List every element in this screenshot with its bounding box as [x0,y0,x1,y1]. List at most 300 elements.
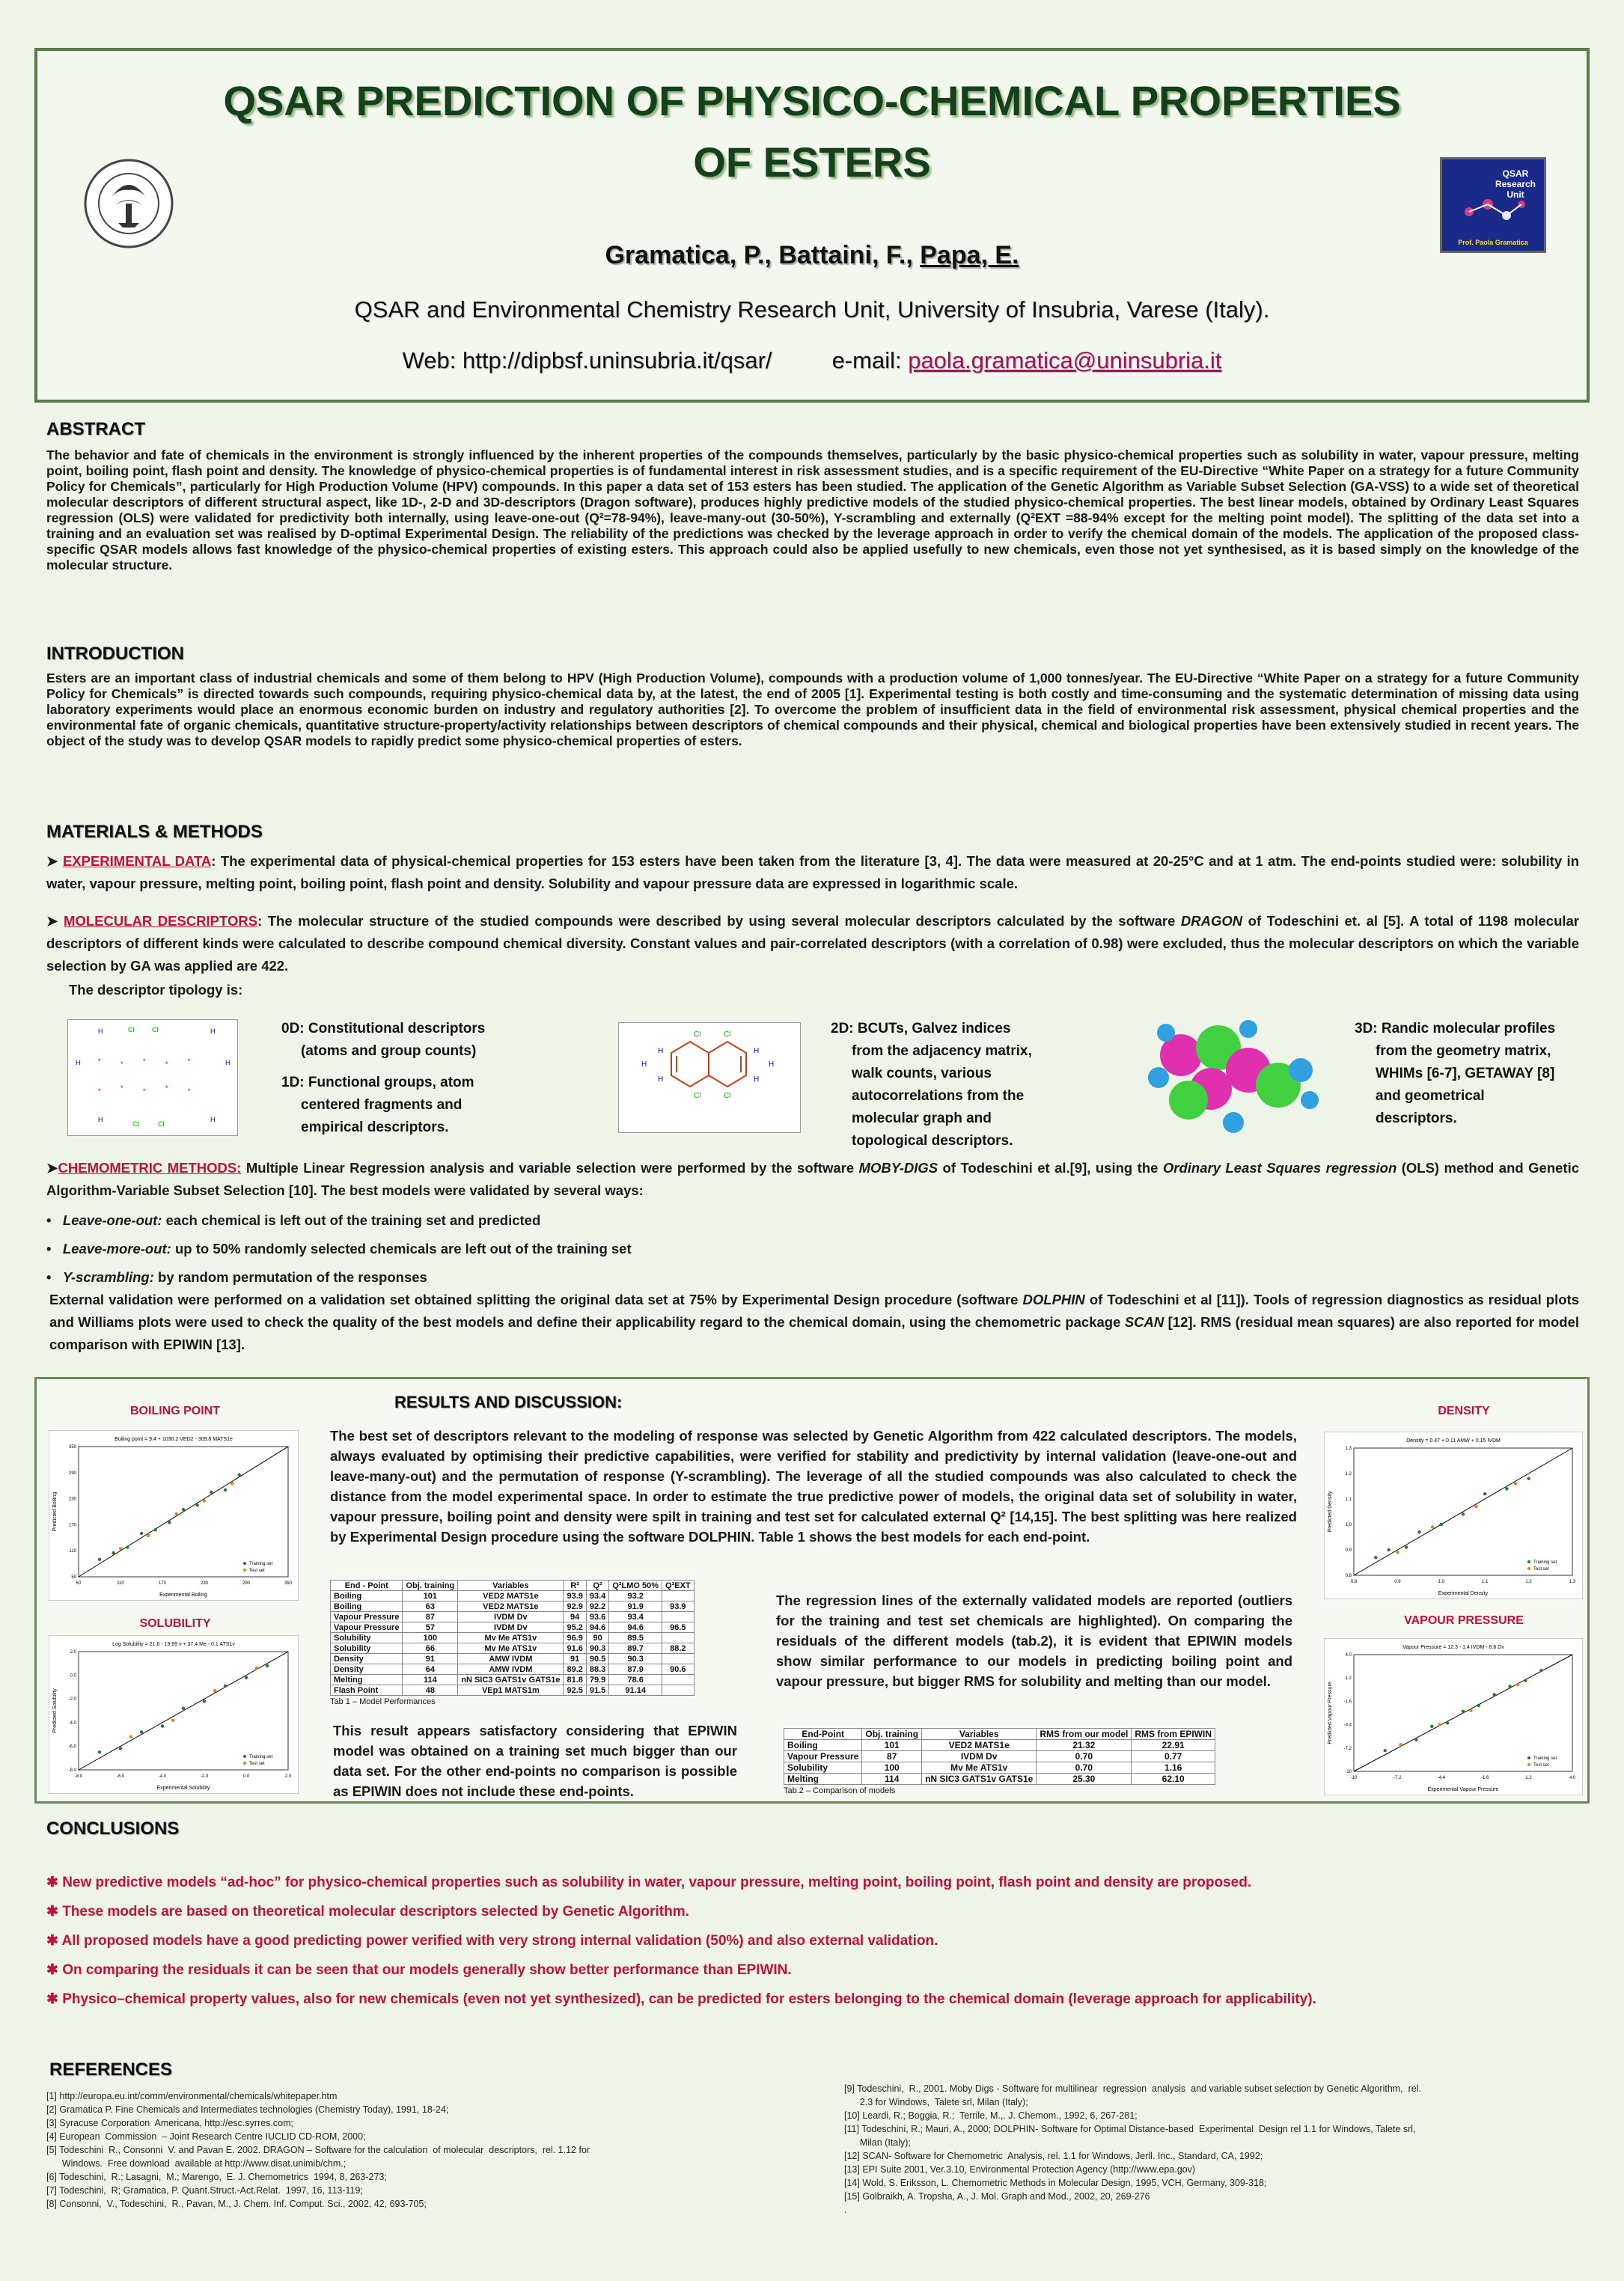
table-cell: Vapour Pressure [331,1612,403,1622]
table-cell: 87.9 [609,1664,662,1675]
authors [37,241,1587,270]
data-point [1431,1525,1434,1528]
table-cell: Boiling [331,1591,403,1601]
y-tick-label: 1.0 [1345,1523,1352,1527]
legend-marker [243,1569,246,1572]
x-tick-label: 1.2 [1525,1776,1532,1780]
descriptor-tipology: The descriptor tipology is: [69,982,243,998]
x-tick-label: 1.3 [1569,1580,1576,1584]
molecule-0d-1d-image [67,1019,238,1136]
table-header-cell: Obj. training [403,1581,458,1591]
table-row [331,1685,695,1696]
table-cell: 94.6 [609,1622,662,1633]
y-tick-label: 50 [71,1575,76,1580]
dragon-name: DRAGON [1180,913,1243,929]
table-cell: 92.9 [564,1601,586,1612]
table-cell: Mv Me ATS1v [922,1762,1037,1774]
table-cell: IVDM Dv [458,1612,564,1622]
conclusion-text: Physico–chemical property values, also for new chemicals (even not yet synthesized), can be predicted for esters belonging to the chemical domain (leverage approach for applicability). [62,1991,1316,2007]
svg-text:*: * [143,1087,146,1095]
svg-text:Cl: Cl [694,1030,701,1039]
table-cell: 1.16 [1132,1762,1215,1774]
svg-text:H: H [754,1047,760,1055]
table-cell: 91.6 [564,1643,586,1654]
d0a: 0D: Constitutional descriptors [281,1021,486,1036]
table-cell: 0.70 [1037,1751,1132,1762]
x-tick-label: -6.0 [116,1774,125,1779]
y-tick-label: -7.2 [1343,1746,1352,1751]
x-tick-label: 0.8 [1350,1580,1358,1584]
conclusion-item [46,1903,1581,1920]
data-point [245,1676,248,1679]
plot-title: Boiling point = 9.4 + 1030.2 VED2 - 309.8 MATS1e [115,1437,233,1442]
ext-a: External validation were performed on a validation set obtained splitting the original data set at 75% by Experimental Design procedure (software [49,1292,1023,1307]
conclusion-text: On comparing the residuals it can be seen that our models generally show better performance than EPIWIN. [62,1962,792,1978]
chem-a: Multiple Linear Regression analysis and variable selection were performed by the software [241,1160,859,1176]
model-performance-table [330,1580,695,1706]
table-cell [662,1654,695,1664]
x-tick-label: -7.2 [1393,1776,1402,1780]
svg-text:H: H [754,1075,760,1084]
external-validation-paragraph [49,1289,1579,1356]
data-point [1414,1738,1417,1741]
data-point [1446,1721,1449,1724]
reference-item: [8] Consonni, V., Todeschini, R., Pavan, M., J. Chem. Inf. Comput. Sci., 2002, 42, 693-705; [46,2199,427,2209]
table-cell: 96.5 [662,1622,695,1633]
d2c: walk counts, various [852,1066,992,1081]
svg-text:H: H [658,1047,664,1055]
svg-text:*: * [188,1057,191,1065]
d2e: molecular graph and [852,1111,992,1126]
molecular-descriptors-paragraph: ➤ MOLECULAR DESCRIPTORS: The molecular structure of the studied compounds were described by using several molecular descriptors calculated by the software DRAGON of Todeschini et. al [5]. A total of 1198 molecular descriptors of different kinds were calculated to describe compound chemical diversity. Constant values and pair-correlated descriptors (with a correlation of 0.98) were excluded, thus the molecular descriptors on which the variable selection by GA was applied are 422. [46,913,1579,974]
y-axis-label: Predicted Boiling [52,1491,58,1532]
y-tick-label: -1.6 [1343,1700,1352,1705]
table-cell: 0.77 [1132,1751,1215,1762]
boiling-point-plot [49,1430,299,1601]
x-tick-label: -4.4 [1437,1776,1445,1780]
label-boiling: BOILING POINT [130,1405,220,1417]
table-cell: VED2 MATS1e [922,1740,1037,1751]
data-point [1508,1685,1511,1688]
list-item: • Y-scrambling: by random permutation of the responses [46,1269,427,1285]
data-point [203,1499,206,1502]
reference-item: 2.3 for Windows, Talete srl, Milan (Italy); [844,2097,1028,2107]
data-point [1440,1523,1443,1526]
d3c: WHIMs [6-7], GETAWAY [8] [1376,1066,1555,1081]
y-tick-label: -10 [1345,1770,1352,1774]
data-point [213,1689,216,1692]
affiliation: QSAR and Environmental Chemistry Research Unit, University of Insubria, Varese (Italy). [354,296,1270,323]
table-cell: 101 [862,1740,922,1751]
chemometric-paragraph: ➤CHEMOMETRIC METHODS: Multiple Linear Regression analysis and variable selection were performed by the software MOBY-DIGS of Todeschini et al.[9], using the Ordinary Least Squares regression (OLS) method and Genetic Algorithm-Variable Subset Selection [10]. The best models were validated by several ways: [46,1160,1579,1198]
table-cell: 91.14 [609,1685,662,1696]
data-point [255,1667,258,1670]
table-cell: 48 [403,1685,458,1696]
x-tick-label: 0.0 [242,1774,250,1779]
results-paragraph-1: The best set of descriptors relevant to the modeling of response was selected by Genetic Algorithm from 422 calculated descriptors. The models, always evaluated by optimising their predictive capabilities, were verified for stability and predictivity by internal validation (leave-one-out and leave-many-out) and the permutation of response (Y-scrambling). The leverage of all the studied compounds was also calculated to check the distance from the model experimental space. In order to estimate the true predictive power of models, the original data set of solubility in water, vapour pressure, boiling point and density were spilt in training and test set for calculated external Q² [14,15]. The best splitting was here realized by Experimental Design procedure using the software DOLPHIN. Table 1 shows the best models for each end-point. [330,1428,1297,1545]
table-cell: 88.3 [586,1664,608,1675]
title-line1: QSAR PREDICTION OF PHYSICO-CHEMICAL PROPERTIES [223,77,1401,124]
table-cell: VEp1 MATS1m [458,1685,564,1696]
table-cell: 93.9 [662,1601,695,1612]
y-axis-label: Predicted Solubility [52,1688,58,1733]
table-row [784,1740,1215,1751]
data-point [147,1534,150,1537]
b3i: Y-scrambling: [62,1269,154,1285]
conclusion-item [46,1961,1581,1979]
svg-text:H: H [210,1027,216,1035]
table-header-cell: Q²EXT [662,1581,695,1591]
table-cell: 64 [403,1664,458,1675]
plot-title: Log Solubility = 21.6 - 19.99 v + 37.4 Me - 0.1 ATS1v [112,1642,235,1647]
web-line [37,347,1587,374]
data-point [1396,1551,1399,1554]
table-cell: 87 [862,1751,922,1762]
reference-item: [7] Todeschini, R; Gramatica, P. Quant.Struct.-Act.Relat. 1997, 16, 113-119; [46,2185,363,2196]
y-tick-label: 290 [68,1471,76,1476]
x-tick-label: 50 [76,1581,82,1586]
d2a: 2D: BCUTs, Galvez indices [831,1021,1011,1036]
table-cell: 89.5 [609,1633,662,1643]
x-tick-label: 290 [242,1581,251,1586]
table-cell: 92.5 [564,1685,586,1696]
d1b: centered fragments and [301,1097,463,1113]
density-plot [1324,1432,1583,1599]
d2f: topological descriptors. [852,1133,1013,1149]
table-cell: 79.9 [586,1675,608,1685]
d2b: from the adjacency matrix, [852,1043,1032,1059]
legend-label: Training set [249,1562,273,1566]
table-row [331,1675,695,1685]
d1a: 1D: Functional groups, atom [281,1075,474,1090]
legend-marker [1527,1567,1530,1570]
d3d: and geometrical [1376,1088,1485,1104]
conclusion-text: These models are based on theoretical molecular descriptors selected by Genetic Algorithm. [62,1904,689,1920]
data-point [168,1521,171,1524]
data-point [171,1718,174,1721]
legend-label: Test set [1533,1763,1549,1768]
label-solubility: SOLUBILITY [139,1617,211,1630]
svg-text:*: * [120,1060,123,1068]
table-cell: 90.6 [662,1664,695,1675]
data-point [231,1482,233,1485]
table-cell: AMW IVDM [458,1654,564,1664]
data-point [224,1685,227,1688]
svg-text:Cl: Cl [158,1120,165,1128]
ext-b: of Todeschini et al [11]). Tools of regression diagnostics as residual plots and Williams plots were used to check the quality of the best models and define their applicability regard to the chemical domain, using the chemometric package [49,1292,1579,1330]
table-cell: 100 [403,1633,458,1643]
y-tick-label: -6.0 [68,1744,76,1750]
x-tick-label: -4.0 [158,1774,167,1779]
table-cell: IVDM Dv [922,1751,1037,1762]
reference-item: . [844,2205,847,2215]
legend-label: Training set [1533,1560,1557,1565]
data-point [1493,1693,1496,1696]
qsar-logo-sub: Prof. Paola Gramatica [1458,239,1528,246]
x-tick-label: 350 [284,1581,293,1586]
data-point [119,1547,122,1550]
reference-item: [14] Wold, S. Eriksson, L. Chemometric Methods in Molecular Design, 1995, VCH, Germany, 309-318; [844,2178,1267,2188]
table-cell: 91.5 [586,1685,608,1696]
data-point [161,1724,164,1727]
descriptor-3d-text [1355,1018,1555,1130]
legend-marker [243,1755,246,1758]
table-cell: 22.91 [1132,1740,1215,1751]
x-axis-label: Experimental Density [1438,1591,1489,1596]
star-icon: ✱ [46,1875,63,1890]
legend-label: Training set [1533,1756,1557,1761]
y-tick-label: 1.3 [1345,1447,1352,1451]
table-header-cell: RMS from EPIWIN [1132,1729,1215,1740]
x-axis-label: Experimental Solubility [156,1786,210,1791]
data-point [1527,1477,1530,1480]
label-vapour: VAPOUR PRESSURE [1404,1614,1524,1627]
table-row [331,1591,695,1601]
email-link[interactable]: paola.gramatica@uninsubria.it [908,347,1222,373]
solubility-plot [49,1635,299,1794]
data-point [1462,1710,1465,1713]
plot-frame [49,1430,299,1601]
svg-text:Cl: Cl [694,1092,701,1100]
svg-text:*: * [98,1057,101,1065]
table-row [331,1601,695,1612]
table-cell: 81.8 [564,1675,586,1685]
methods-heading: MATERIALS & METHODS [46,822,263,842]
table-cell: 93.6 [586,1612,608,1622]
introduction-text: Esters are an important class of industrial chemicals and some of them belong to HPV (High Production Volume), compounds with a production volume of 1,000 tonnes/year. The EU-Directive “White Paper on a strategy for a future Community Policy for Chemicals” is directed towards such compounds, requiring physico-chemical data by, at the latest, the end of 2005 [1]. Experimental testing is both costly and time-consuming and the systematic determination of missing data using laboratory experiments would place an enormous economic burden on industry and regulatory authorities [2]. To overcome the problem of insufficient data in the field of environmental risk assessment, physical chemical properties and the environmental fate of organic chemicals, quantitative structure-property/activity relationships between descriptors of chemical compounds and their physical, chemical and biological properties have been extensively studied in recent years. The object of the study was to develop QSAR models to rapidly predict some physico-chemical properties of esters. [46,671,1579,748]
y-tick-label: 170 [68,1523,76,1528]
conclusion-item [46,1874,1581,1891]
svg-text:Cl: Cl [128,1026,135,1033]
x-tick-label: 4.0 [1569,1776,1576,1780]
table-cell: 90.3 [609,1654,662,1664]
data-point [1430,1725,1433,1728]
svg-text:H: H [658,1075,664,1084]
y-tick-label: 1.2 [1345,1472,1352,1477]
d2d: autocorrelations from the [852,1088,1025,1104]
table-cell: VED2 MATS1e [458,1591,564,1601]
web-url[interactable]: Web: http://dipbsf.uninsubria.it/qsar/ [402,347,772,373]
x-tick-label: 1.1 [1482,1580,1489,1584]
chem-c: (OLS) method and Genetic Algorithm-Variable Subset Selection [10]. The best models were validated by several ways: [46,1160,1579,1198]
table-row [784,1774,1215,1785]
table-cell: 94.6 [586,1622,608,1633]
table-cell: 91 [564,1654,586,1664]
svg-text:H: H [98,1116,103,1123]
data-point [1374,1556,1377,1559]
y-tick-label: 4.0 [1345,1653,1352,1658]
experimental-data-text: : The experimental data of physical-chemical properties for 153 esters have been taken from the literature [3, 4]. The data were measured at 20-25°C and at 1 atm. The end-points studied were: solubility in water, vapour pressure, melting point, boiling point, flash point and density. Solubility and vapour pressure data are expressed in logarithmic scale. [46,853,1579,891]
table-header-cell: Q²LMO 50% [609,1581,662,1591]
data-point [174,1512,177,1515]
x-tick-label: -1.6 [1481,1776,1489,1780]
table-cell: Solubility [331,1643,403,1654]
table-cell: 90 [586,1633,608,1643]
table-header-row [784,1729,1215,1740]
table-cell: VED2 MATS1e [458,1601,564,1612]
table-row [331,1643,695,1654]
university-logo [82,151,175,259]
x-tick-label: 1.2 [1525,1580,1532,1584]
table-header-row [331,1581,695,1591]
molecule-2d-image [618,1022,801,1133]
table-cell: 89.7 [609,1643,662,1654]
reference-item: [1] http://europa.eu.int/comm/environmental/chemicals/whitepaper.htm [46,2091,338,2101]
x-tick-label: 2.0 [284,1774,292,1779]
mol-text-b: of Todeschini et. al [5]. A total of 1198 molecular descriptors of different kinds were calculated to describe compound chemical diversity. Constant values and pair-correlated descriptors (with a correlation of 0.98) were excluded, thus the molecular descriptors on which the variable selection by GA was applied are 422. [46,913,1579,974]
y-tick-label: 230 [68,1497,76,1502]
abstract-heading: ABSTRACT [46,419,145,439]
x-axis-label: Experimental Boiling [159,1593,207,1598]
experimental-data-paragraph: ➤ EXPERIMENTAL DATA: The experimental data of physical-chemical properties for 153 esters have been taken from the literature [3, 4]. The data were measured at 20-25°C and at 1 atm. The end-points studied were: solubility in water, vapour pressure, melting point, boiling point, flash point and density. Solubility and vapour pressure data are expressed in logarithmic scale. [46,853,1579,891]
y-tick-label: 2.0 [70,1650,76,1655]
table-cell: 100 [862,1762,922,1774]
tab2-caption: Tab.2 – Comparison of models [784,1786,896,1795]
table-cell: 101 [403,1591,458,1601]
svg-text:Cl: Cl [724,1092,731,1100]
vapour-pressure-plot [1324,1638,1583,1795]
data-point [98,1750,101,1753]
svg-text:Cl: Cl [152,1026,159,1033]
introduction-heading: INTRODUCTION [46,644,184,664]
table-header-cell: Variables [922,1729,1037,1740]
table-cell: 92.2 [586,1601,608,1612]
results-box [34,1377,1590,1804]
data-point [153,1528,156,1531]
results-paragraph-3: The regression lines of the externally validated models are reported (outliers for the training and test set chemicals are highlighted). On comparing the residuals of the different models (tab.2), it is evident that EPIWIN models show similar performance to our models in predicting boiling point and vapour pressure, but bigger RMS for solubility and melting than our model. [776,1593,1292,1689]
data-point [266,1664,269,1667]
data-point [203,1700,206,1703]
results-heading: RESULTS AND DISCUSSION: [394,1393,623,1411]
authors-plain: Gramatica, P., Battaini, F., [605,241,921,269]
descriptor-2d-text [831,1018,1032,1152]
d3a: 3D: Randic molecular profiles [1355,1021,1556,1036]
svg-text:*: * [165,1084,168,1092]
y-tick-label: 350 [68,1445,76,1450]
title-line2: OF ESTERS [693,138,931,186]
x-tick-label: -10 [1350,1776,1358,1780]
comparison-table [784,1728,1215,1795]
conclusion-text: All proposed models have a good predicting power verified with very strong internal validation (50%) and also external validation. [61,1933,938,1949]
table-cell: Flash Point [331,1685,403,1696]
abstract-text: The behavior and fate of chemicals in the environment is strongly influenced by the inherent properties of the compounds themselves, particularly by the basic physico-chemical properties such as solubility in water, vapour pressure, melting point, boiling point, flash point and density. The knowledge of physico-chemical properties is of fundamental interest in risk assessment studies, and is a specific requirement of the EU-Directive “White Paper on a strategy for a future Community Policy for Chemicals”, particularly for High Production Volume (HPV) compounds. In this paper a data set of 153 esters has been studied. The application of the Genetic Algorithm as Variable Subset Selection (GA-VSS) to a wide set of theoretical molecular descriptors of different structural aspect, like 1D-, 2-D and 3D-descriptors (Dragon software), produces highly predictive models of the studied physico-chemical properties. The best linear models, obtained by Ordinary Least Squares regression (OLS) were validated for predictivity both internally, using leave-one-out (Q²=78-94%), leave-many-out (30-50%), Y-scrambling and externally (Q²EXT =88-94% except for the melting point model). The splitting of the data set into a training and an evaluation set was realised by D-optimal Experimental Design. The reliability of the predictions was checked by the leverage approach in order to verify the chemical domain of the models. The application of the proposed class-specific QSAR models allows fast knowledge of the physico-chemical properties of existing esters. This approach could also be applied usefully to new chemicals, even those not yet synthesised, as it is based simply on the knowledge of the molecular structure. [46,448,1579,572]
table-cell: 91.9 [609,1601,662,1612]
list-item: • Leave-more-out: up to 50% randomly selected chemicals are left out of the training set [46,1241,632,1256]
table-cell [662,1633,695,1643]
data-point [182,1508,185,1511]
b3: by random permutation of the responses [153,1269,427,1285]
table-cell: 78.6 [609,1675,662,1685]
table-cell: 90.5 [586,1654,608,1664]
data-point [195,1503,198,1506]
reference-item: [9] Todeschini, R., 2001. Moby Digs - Software for multilinear regression analysis and variable subset selection by Genetic Algorithm, rel. [844,2083,1421,2094]
results-paragraph-2: This result appears satisfactory considering that EPIWIN model was obtained on a training set much bigger than our data set. For the other end-points no comparison is possible as EPIWIN does not include these end-points. [333,1723,737,1799]
qsar-unit-logo [1440,157,1546,253]
svg-text:H: H [641,1060,647,1069]
y-tick-label: 0.0 [70,1673,76,1679]
x-tick-label: 0.9 [1394,1580,1401,1584]
table-cell: Density [331,1654,403,1664]
molecular-descriptors-label: MOLECULAR DESCRIPTORS [64,913,258,929]
table-cell: 25.30 [1037,1774,1132,1785]
x-axis-label: Experimental Vapour Pressure [1427,1787,1499,1792]
d0b: (atoms and group counts) [301,1043,477,1059]
svg-text:*: * [165,1060,168,1068]
data-point [1438,1723,1441,1726]
table-cell: 114 [403,1675,458,1685]
reference-item: [15] Golbraikh, A. Tropsha, A., J. Mol. Graph and Mod., 2002, 20, 269-276 [844,2191,1150,2202]
legend-label: Training set [249,1755,273,1759]
table-row [331,1664,695,1675]
table-header-cell: Variables [458,1581,564,1591]
table-header-cell: End - Point [331,1581,403,1591]
table-header-cell: End-Point [784,1729,862,1740]
d3b: from the geometry matrix, [1376,1043,1551,1059]
table-header-cell: R² [564,1581,586,1591]
chemometric-label: CHEMOMETRIC METHODS: [58,1160,242,1176]
data-point [112,1551,115,1554]
table-cell [662,1612,695,1622]
x-tick-label: -2.0 [200,1774,209,1779]
svg-text:*: * [98,1087,101,1095]
table-header-cell: Q² [586,1581,608,1591]
reference-item: Windows. Free download available at http://www.disat.unimib/chm.; [46,2158,347,2169]
tab1-caption: Tab 1 – Model Performances [330,1697,436,1706]
b2i: Leave-more-out: [62,1241,171,1256]
table-cell: Melting [784,1774,862,1785]
data-point [1539,1669,1542,1672]
references-left [46,2089,795,2211]
table-cell: Vapour Pressure [331,1622,403,1633]
x-tick-label: 170 [158,1581,167,1586]
reference-item: [5] Todeschini R., Consonni V. and Pavan E. 2002. DRAGON – Software for the calculation of molecular descriptors, rel. 1.12 for [46,2145,590,2155]
svg-text:Cl: Cl [724,1030,731,1039]
svg-text:H: H [225,1059,231,1066]
references-heading: REFERENCES [49,2059,173,2080]
reference-item: [11] Todeschini, R.; Mauri, A., 2000; DOLPHIN- Software for Optimal Distance-based Experimental Design rel 1.1 for Windows, Talete srl, [844,2124,1416,2134]
reference-item: [12] SCAN- Software for Chemometric Analysis, rel. 1.1 for Windows, Jerll. Inc., Standard, CA, 1992; [844,2151,1263,2161]
experimental-data-label: EXPERIMENTAL DATA [62,853,212,869]
table-cell: nN SIC3 GATS1v GATS1e [458,1675,564,1685]
data-point [1469,1709,1472,1711]
data-point [210,1491,213,1494]
table-cell: 93.4 [586,1591,608,1601]
y-tick-label: 0.8 [1345,1574,1352,1578]
conclusions-heading: CONCLUSIONS [46,1819,180,1839]
data-point [119,1747,122,1750]
y-tick-label: 110 [69,1549,76,1554]
reference-item: [2] Gramatica P. Fine Chemicals and Intermediates technologies (Chemistry Today), 1991, 18-24; [46,2104,449,2115]
qsar-logo-text: QSAR Research Unit [1495,168,1536,200]
table-cell: IVDM Dv [458,1622,564,1633]
conclusion-item [46,1932,1581,1949]
y-axis-label: Predicted Density [1328,1491,1333,1533]
table-row [331,1622,695,1633]
table-cell: 93.4 [609,1612,662,1622]
email-label: e-mail: [831,347,909,373]
star-icon: ✱ [46,1962,63,1978]
table-cell: Boiling [784,1740,862,1751]
legend-marker [243,1562,246,1565]
table-cell: Solubility [784,1762,862,1774]
svg-text:H: H [769,1060,775,1069]
table-cell: Solubility [331,1633,403,1643]
legend-label: Test set [1533,1567,1549,1572]
reference-item: [4] European Commission – Joint Research Centre IUCLID CD-ROM, 2000; [46,2131,366,2142]
table-cell: 93.2 [609,1591,662,1601]
star-icon: ✱ [46,1904,63,1920]
legend-marker [1527,1763,1530,1766]
